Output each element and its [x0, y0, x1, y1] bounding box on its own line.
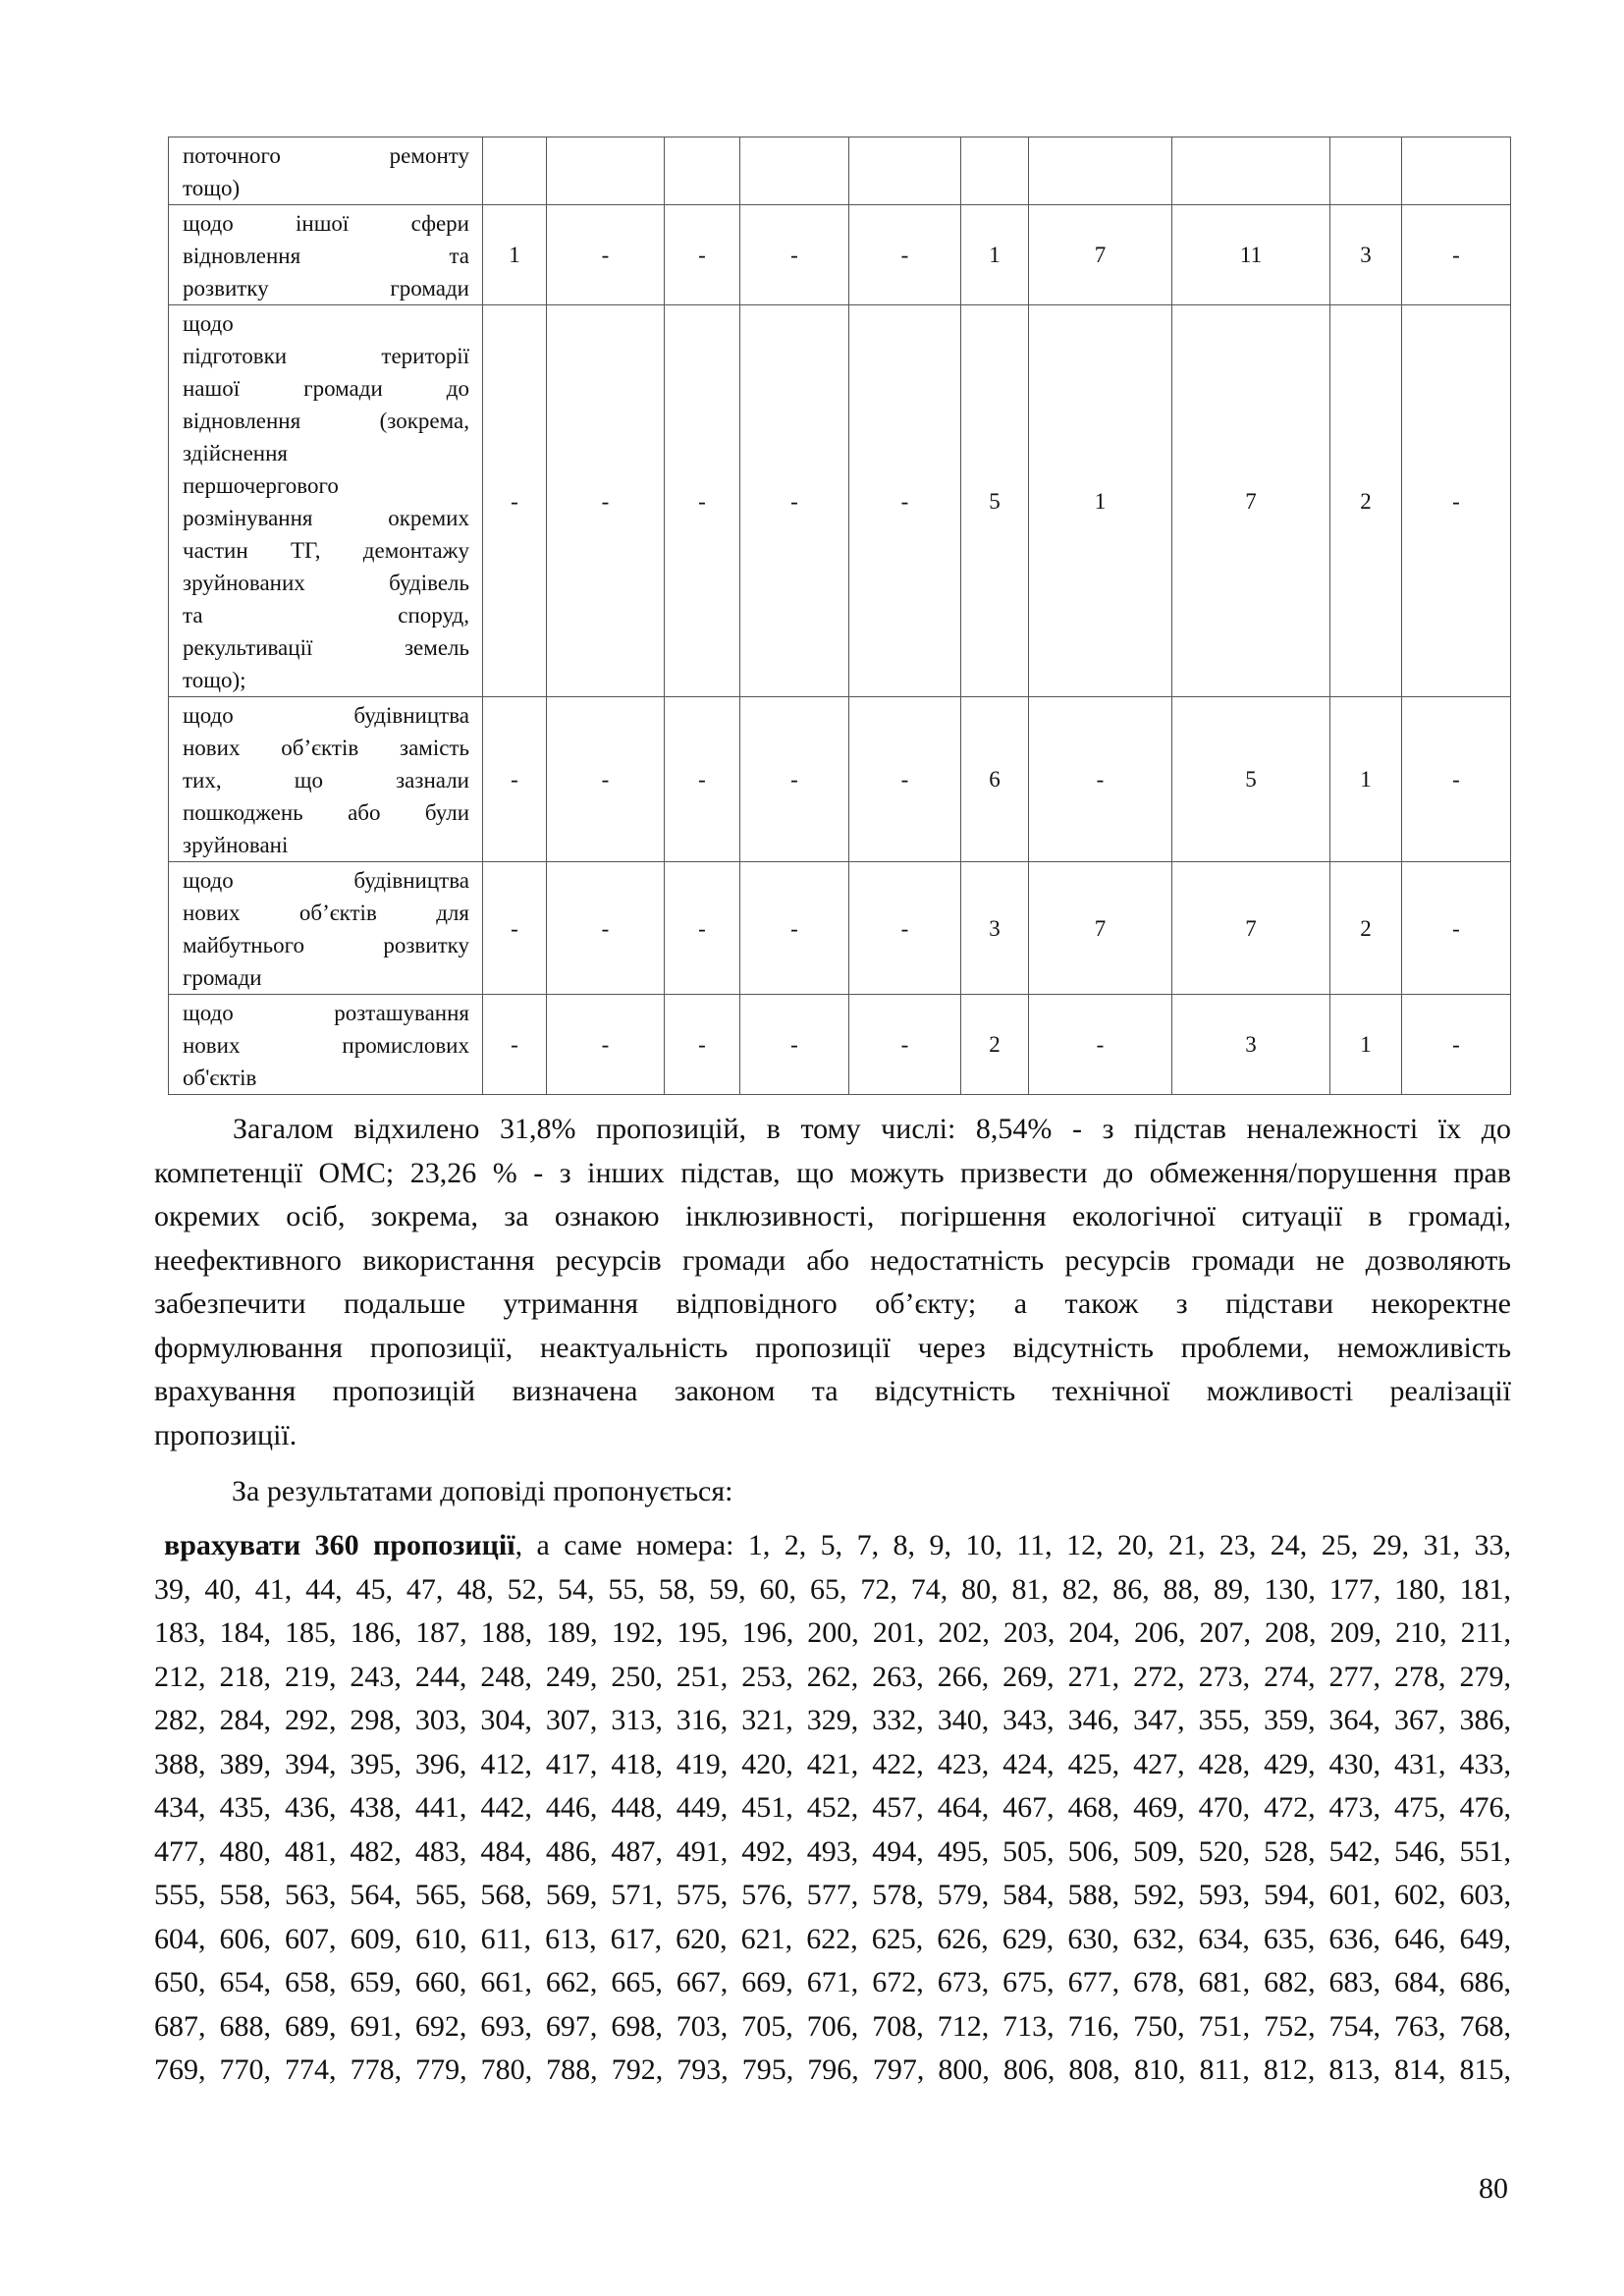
table-cell: - [665, 697, 740, 862]
table-cell: - [547, 205, 665, 305]
paragraph-line: окремих осіб, зокрема, за ознакою інклюзивності, погіршення екологічної ситуації в громаді, [154, 1200, 1511, 1232]
table-row [169, 862, 1511, 995]
table-cell: 1 [1330, 995, 1402, 1095]
proposal-numbers-line: 650, 654, 658, 659, 660, 661, 662, 665, 667, 669, 671, 672, 673, 675, 677, 678, 681, 682, 683, 684, 686, [154, 1966, 1511, 1998]
table-cell: 7 [1029, 862, 1172, 995]
table-cell: - [849, 305, 961, 697]
row-label-line: частин ТГ, демонтажу [183, 538, 469, 563]
table-cell: - [1402, 305, 1511, 697]
paragraph-line: формулювання пропозиції, неактуальність пропозиції через відсутність проблеми, неможливість [154, 1331, 1511, 1364]
row-label [169, 205, 483, 305]
table-cell: - [740, 697, 849, 862]
accepted-first-line-rest: , а саме номера: 1, 2, 5, 7, 8, 9, 10, 11, 12, 20, 21, 23, 24, 25, 29, 31, 33, [514, 1529, 1511, 1561]
table-cell: - [1402, 697, 1511, 862]
table-cell [483, 137, 547, 205]
row-label-line: щодо будівництва [183, 868, 469, 893]
proposal-numbers-line: 282, 284, 292, 298, 303, 304, 307, 313, 316, 321, 329, 332, 340, 343, 346, 347, 355, 359, 364, 367, 386, [154, 1704, 1511, 1736]
table-cell: 1 [1330, 697, 1402, 862]
table-cell: 5 [1172, 697, 1330, 862]
table-cell: - [740, 205, 849, 305]
row-label-line: здійснення [183, 441, 288, 465]
table-cell: - [849, 697, 961, 862]
row-label-line: майбутнього розвитку [183, 933, 469, 957]
table-cell [1029, 137, 1172, 205]
table-cell: 3 [1172, 995, 1330, 1095]
table-cell: - [547, 995, 665, 1095]
table-cell: - [483, 305, 547, 697]
row-label-line: нашої громади до [183, 376, 469, 401]
proposal-numbers-line: 388, 389, 394, 395, 396, 412, 417, 418, 419, 420, 421, 422, 423, 424, 425, 427, 428, 429, 430, 431, 433, [154, 1747, 1511, 1780]
row-label-line: підготовки території [183, 344, 469, 368]
table-cell: - [740, 305, 849, 697]
row-label-line: тих, що зазнали [183, 768, 469, 793]
accepted-proposals-paragraph [154, 1524, 1511, 2093]
table-cell: - [665, 305, 740, 697]
proposal-numbers-line: 555, 558, 563, 564, 565, 568, 569, 571, 575, 576, 577, 578, 579, 584, 588, 592, 593, 594, 601, 602, 603, [154, 1879, 1511, 1911]
table-cell: - [1029, 697, 1172, 862]
table-cell: 5 [961, 305, 1029, 697]
row-label-line: нових об’єктів замість [183, 736, 469, 760]
table-cell: 1 [483, 205, 547, 305]
row-label-line: першочергового [183, 473, 339, 498]
table-cell: 7 [1029, 205, 1172, 305]
proposal-numbers-line: 212, 218, 219, 243, 244, 248, 249, 250, 251, 253, 262, 263, 266, 269, 271, 272, 273, 274, 277, 278, 279, [154, 1660, 1511, 1693]
table-cell: - [849, 862, 961, 995]
table-cell: 6 [961, 697, 1029, 862]
accepted-first-line [154, 1524, 1511, 1568]
row-label-line: щодо [183, 311, 234, 336]
row-label-line: громади [183, 965, 262, 990]
proposal-intro-text: За результатами доповіді пропонується: [232, 1475, 733, 1507]
row-label-line: об'єктів [183, 1066, 257, 1090]
row-label-line: відновлення (зокрема, [183, 409, 469, 433]
table-cell: - [483, 862, 547, 995]
table-row [169, 697, 1511, 862]
row-label-line: щодо розташування [183, 1001, 469, 1025]
table-row [169, 205, 1511, 305]
table-cell: - [665, 205, 740, 305]
row-label-line: рекультивації земель [183, 635, 469, 660]
table-cell [1402, 137, 1511, 205]
table-cell: - [547, 862, 665, 995]
rejected-summary-paragraph [154, 1108, 1511, 1457]
table-cell: - [1402, 995, 1511, 1095]
table-cell: - [665, 862, 740, 995]
row-label [169, 137, 483, 205]
table-cell: - [740, 995, 849, 1095]
row-label-line: розмінування окремих [183, 506, 469, 530]
row-label-line: пошкоджень або були [183, 800, 469, 825]
table-cell: 1 [1029, 305, 1172, 697]
proposal-numbers-line: 39, 40, 41, 44, 45, 47, 48, 52, 54, 55, 58, 59, 60, 65, 72, 74, 80, 81, 82, 86, 88, 89, 130, 177, 180, 181, [154, 1572, 1511, 1606]
paragraph-line: неефективного використання ресурсів громади або недостатність ресурсів громади не дозволяють [154, 1243, 1511, 1277]
row-label-line: щодо іншої сфери [183, 211, 469, 236]
row-label-line: відновлення та [183, 244, 469, 268]
table-cell: - [1402, 862, 1511, 995]
table-cell: 7 [1172, 305, 1330, 697]
table-cell: 2 [961, 995, 1029, 1095]
proposals-table [168, 137, 1511, 1095]
row-label [169, 305, 483, 697]
table-cell [1330, 137, 1402, 205]
accepted-bold-lead: врахувати 360 пропозиції [164, 1529, 515, 1561]
page-number: 80 [1479, 2172, 1508, 2205]
proposal-numbers-line: 477, 480, 481, 482, 483, 484, 486, 487, 491, 492, 493, 494, 495, 505, 506, 509, 520, 528, 542, 546, 551, [154, 1834, 1511, 1868]
table-cell: - [547, 697, 665, 862]
table-cell: - [740, 862, 849, 995]
table-cell: - [1402, 205, 1511, 305]
row-label [169, 697, 483, 862]
proposal-numbers-line: 604, 606, 607, 609, 610, 611, 613, 617, 620, 621, 622, 625, 626, 629, 630, 632, 634, 635, 636, 646, 649, [154, 1922, 1511, 1955]
table-cell: - [849, 995, 961, 1095]
table-cell [849, 137, 961, 205]
row-label-line: зруйновані [183, 833, 289, 857]
table-cell: 3 [1330, 205, 1402, 305]
row-label-line: тощо) [183, 176, 241, 200]
paragraph-line: пропозиції. [154, 1418, 298, 1451]
proposal-intro-paragraph [232, 1470, 1508, 1514]
proposal-numbers-line: 183, 184, 185, 186, 187, 188, 189, 192, 195, 196, 200, 201, 202, 203, 204, 206, 207, 208, 209, 210, 211, [154, 1616, 1511, 1649]
table-cell: - [665, 995, 740, 1095]
table-cell: - [547, 305, 665, 697]
table-cell: - [483, 995, 547, 1095]
table-cell [961, 137, 1029, 205]
table-cell: - [1029, 995, 1172, 1095]
paragraph-line: врахування пропозицій визначена законом та відсутність технічної можливості реалізації [154, 1375, 1511, 1407]
proposal-numbers-line: 769, 770, 774, 778, 779, 780, 788, 792, 793, 795, 796, 797, 800, 806, 808, 810, 811, 812, 813, 814, 815, [154, 2053, 1511, 2086]
row-label [169, 862, 483, 995]
row-label-line: нових об’єктів для [183, 901, 469, 925]
table-cell: 2 [1330, 862, 1402, 995]
table-row [169, 137, 1511, 205]
row-label-line: розвитку громади [183, 276, 469, 301]
table-row [169, 305, 1511, 697]
table-cell [1172, 137, 1330, 205]
table-cell: 7 [1172, 862, 1330, 995]
table-cell: 1 [961, 205, 1029, 305]
table-cell: 2 [1330, 305, 1402, 697]
table-row [169, 995, 1511, 1095]
row-label-line: щодо будівництва [183, 703, 469, 728]
row-label-line: тощо); [183, 668, 246, 692]
row-label-line: нових промислових [183, 1033, 469, 1058]
row-label-line: та споруд, [183, 603, 469, 628]
table-cell: - [483, 697, 547, 862]
row-label-line: поточного ремонту [183, 143, 469, 168]
table-cell: - [849, 205, 961, 305]
paragraph-line: забезпечити подальше утримання відповідного об’єкту; а також з підстави некоректне [154, 1287, 1511, 1320]
row-label [169, 995, 483, 1095]
table-cell [547, 137, 665, 205]
paragraph-line: компетенції ОМС; 23,26 % - з інших підстав, що можуть призвести до обмеження/порушення прав [154, 1156, 1511, 1189]
row-label-line: зруйнованих будівель [183, 571, 469, 595]
table-cell [665, 137, 740, 205]
table-cell: 11 [1172, 205, 1330, 305]
proposal-numbers-line: 434, 435, 436, 438, 441, 442, 446, 448, 449, 451, 452, 457, 464, 467, 468, 469, 470, 472, 473, 475, 476, [154, 1791, 1511, 1824]
paragraph-line: Загалом відхилено 31,8% пропозицій, в тому числі: 8,54% - з підстав неналежності їх до [233, 1113, 1511, 1145]
table-cell [740, 137, 849, 205]
proposal-numbers-line: 687, 688, 689, 691, 692, 693, 697, 698, 703, 705, 706, 708, 712, 713, 716, 750, 751, 752, 754, 763, 768, [154, 2009, 1511, 2043]
table-cell: 3 [961, 862, 1029, 995]
